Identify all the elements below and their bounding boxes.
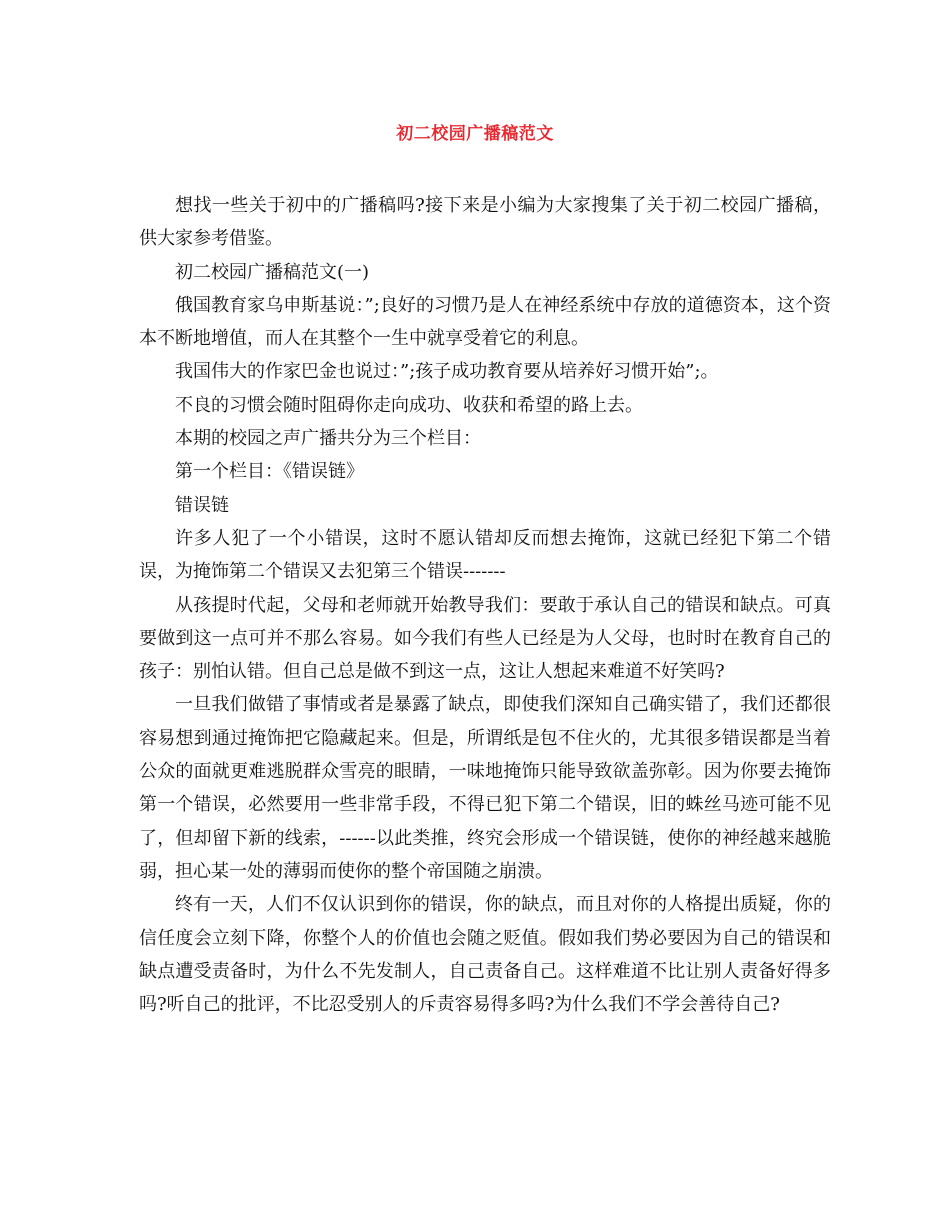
paragraph: 第一个栏目：《错误链》 bbox=[175, 461, 364, 483]
paragraph: 不良的习惯会随时阻碍你走向成功、收获和希望的路上去。 bbox=[175, 394, 643, 416]
paragraph: 初二校园广播稿范文(一) bbox=[175, 261, 370, 283]
paragraph: 许多人犯了一个小错误，这时不愿认错却反而想去掩饰，这就已经犯下第二个错误，为掩饰第二个错误又去犯第三个错误------- bbox=[139, 527, 831, 583]
paragraph: 一旦我们做错了事情或者是暴露了缺点，即使我们深知自己确实错了，我们还都很容易想到通过掩饰把它隐藏起来。但是，所谓纸是包不住火的，尤其很多错误都是当着公众的面就更难逃脱群众雪亮的眼睛，一味地掩饰只能导致欲盖弥彰。因为你要去掩饰第一个错误，必然要用一些非常手段，不得已犯下第二个错误，旧的蛛丝马迹可能不见了，但却留下新的线索，------以此类推，终究会形成一个错误链，使你的神经越来越脆弱，担心某一处的薄弱而使你的整个帝国随之崩溃。 bbox=[139, 694, 831, 882]
paragraph: 终有一天，人们不仅认识到你的错误，你的缺点，而且对你的人格提出质疑，你的信任度会立刻下降，你整个人的价值也会随之贬值。假如我们势必要因为自己的错误和缺点遭受责备时，为什么不先发制人，自己责备自己。这样难道不比让别人责备好得多吗?听自己的批评，不比忍受别人的斥责容易得多吗?为什么我们不学会善待自己? bbox=[139, 894, 831, 1016]
paragraph: 我国伟大的作家巴金也说过：”;孩子成功教育要从培养好习惯开始”;。 bbox=[175, 361, 719, 383]
paragraph: 想找一些关于初中的广播稿吗?接下来是小编为大家搜集了关于初二校园广播稿，供大家参考借鉴。 bbox=[139, 195, 831, 250]
paragraph: 从孩提时代起，父母和老师就开始教导我们：要敢于承认自己的错误和缺点。可真要做到这一点可并不那么容易。如今我们有些人已经是为人父母，也时时在教育自己的孩子：别怕认错。但自己总是做不到这一点，这让人想起来难道不好笑吗? bbox=[139, 594, 831, 683]
section-heading: 错误链 bbox=[175, 494, 229, 516]
paragraph: 本期的校园之声广播共分为三个栏目： bbox=[175, 428, 481, 450]
document-title: 初二校园广播稿范文 bbox=[396, 124, 554, 144]
paragraph: 俄国教育家乌申斯基说：”;良好的习惯乃是人在神经系统中存放的道德资本，这个资本不断地增值，而人在其整个一生中就享受着它的利息。 bbox=[139, 294, 831, 350]
document-body bbox=[139, 189, 831, 1021]
